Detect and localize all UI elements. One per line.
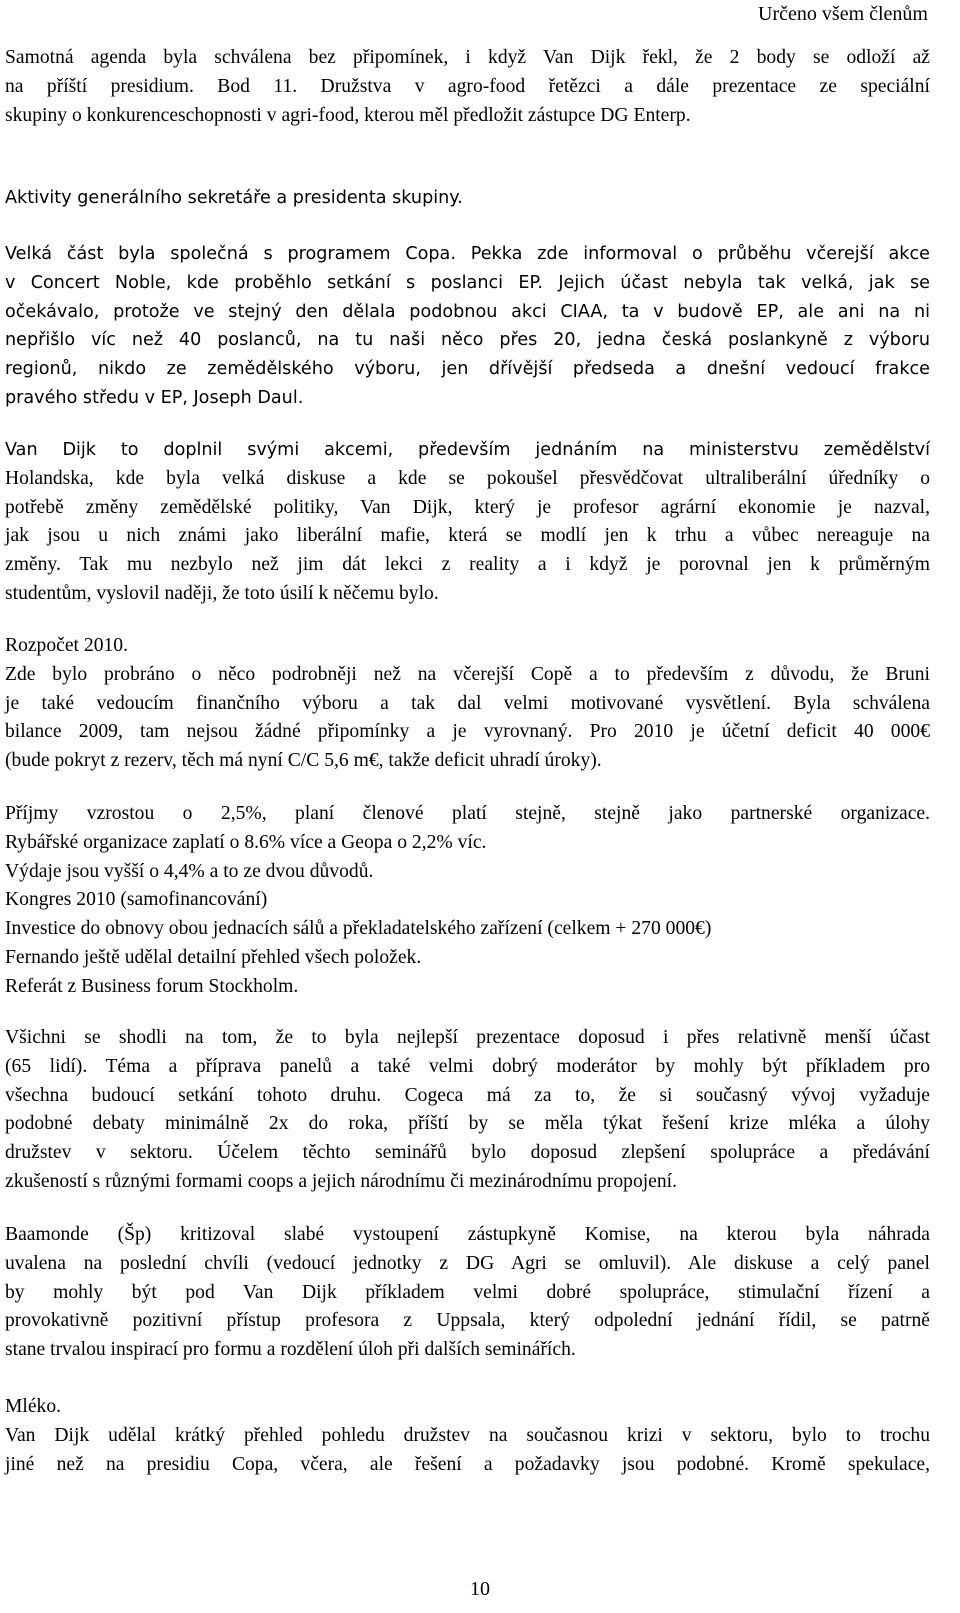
text-line: studentům, vyslovil naději, že toto úsilí k něčemu bylo. (5, 582, 439, 604)
text-line: (65 lidí). Téma a příprava panelů a také velmi dobrý moderátor by mohly být příkladem pro (5, 1055, 930, 1077)
text-line: jak jsou u nich známi jako liberální mafie, která se modlí jen k trhu a vůbec nereaguje na (5, 525, 930, 547)
text-line: očekávalo, protože ve stejný den dělala podobnou akci CIAA, ta v budově EP, ale ani na ni (5, 301, 930, 322)
paragraph-budget (5, 632, 930, 776)
text-line: Referát z Business forum Stockholm. (5, 975, 299, 997)
text-line: nepřišlo víc než 40 poslanců, na tu naši něco přes 20, jedna česká poslankyně z výboru (5, 330, 930, 351)
text-line (5, 240, 930, 269)
text-line: provokativně pozitivní přístup profesora z Uppsala, který odpolední jednání řídil, se patrně (5, 1310, 930, 1332)
text-line: Samotná agenda byla schválena bez připomínek, i když Van Dijk řekl, že 2 body se odloží až (5, 47, 930, 68)
paragraph-van-dijk (5, 436, 930, 609)
paragraph-copa (5, 240, 930, 413)
text-line: Příjmy vzrostou o 2,5%, planí členové platí stejně, stejně jako partnerské organizace. (5, 803, 930, 824)
text-segment: Pekka zde informoval o průběhu včerejší akce (455, 244, 930, 264)
text-line: družstev v sektoru. Účelem těchto seminářů bylo doposud zlepšení spolupráce a předávání (5, 1142, 930, 1164)
paragraph-presentation (5, 1024, 930, 1197)
paragraph-baamonde (5, 1221, 930, 1365)
text-line: Van Dijk udělal krátký přehled pohledu družstev na současnou krizi v sektoru, bylo to trochu (5, 1424, 930, 1446)
text-line: je také vedoucím finančního výboru a tak dal velmi motivované vysvětlení. Byla schválena (5, 692, 930, 714)
text-line: regionů, nikdo ze zemědělského výboru, jen dřívější předseda a dnešní vedoucí frakce (5, 359, 930, 380)
text-line: všechna budoucí setkání tohoto druhu. Cogeca má za to, že si současný vývoj vyžaduje (5, 1084, 930, 1106)
text-line: zkušeností s různými formami coops a jejich národnímu či mezinárodnímu propojení. (5, 1170, 678, 1192)
text-line: bilance 2009, tam nejsou žádné připomínky a je vyrovnaný. Pro 2010 je účetní deficit 40 000€ (5, 721, 930, 743)
paragraph-income (5, 800, 930, 1002)
text-line: stane trvalou inspirací pro formu a rozdělení úloh při dalších seminářích. (5, 1339, 576, 1361)
paragraph-agenda (5, 44, 930, 130)
text-line: jiné než na presidiu Copa, včera, ale řešení a požadavky jsou podobné. Kromě spekulace, (5, 1453, 930, 1475)
text-line: Aktivity generálního sekretáře a presidenta skupiny. (5, 188, 463, 208)
text-line: Všichni se shodli na tom, že to byla nejlepší prezentace doposud i přes relativně menší účast (5, 1027, 930, 1048)
text-line: Baamonde (Šp) kritizoval slabé vystoupení zástupkyně Komise, na kterou byla náhrada (5, 1224, 930, 1245)
paragraph-milk (5, 1393, 930, 1479)
text-line: změny. Tak mu nezbylo než jim dát lekci z reality a i když je porovnal jen k průměrným (5, 554, 930, 576)
text-line: by mohly být pod Van Dijk příkladem velmi dobré spolupráce, stimulační řízení a (5, 1281, 930, 1303)
text-line (5, 269, 930, 298)
text-line: podobné debaty minimálně 2x do roka, příští by se měla týkat řešení krize mléka a úlohy (5, 1113, 930, 1135)
text-line: Výdaje jsou vyšší o 4,4% a to ze dvou důvodů. (5, 860, 374, 882)
text-line: Rybářské organizace zaplatí o 8.6% více a Geopa o 2,2% víc. (5, 831, 487, 853)
text-line: uvalena na poslední chvíli (vedoucí jednotky z DG Agri se omluvil). Ale diskuse a celý panel (5, 1252, 930, 1274)
text-line: Holandska, kde byla velká diskuse a kde se pokoušel přesvědčovat ultraliberální úředníky o (5, 467, 930, 489)
text-line: Fernando ještě udělal detailní přehled všech položek. (5, 946, 422, 968)
section-title: Rozpočet 2010. (5, 635, 128, 656)
text-line: pravého středu v EP, Joseph Daul. (5, 387, 304, 408)
page-header: Určeno všem členům (758, 3, 928, 25)
text-line: potřebě změny zemědělské politiky, Van Dijk, který je profesor agrární ekonomie je nazval, (5, 496, 930, 518)
text-line: Investice do obnovy obou jednacích sálů a překladatelského zařízení (celkem + 270 000€) (5, 918, 712, 940)
page-number: 10 (470, 1578, 490, 1600)
text-segment: Jejich účast nebyla tak velká, jak se (542, 272, 931, 293)
text-segment: v Concert Noble, kde proběhlo setkání s poslanci EP. (5, 272, 543, 293)
text-line: Van Dijk to doplnil svými akcemi, především jednáním na ministerstvu zemědělství (5, 440, 930, 460)
paragraph-activities-heading (5, 184, 930, 213)
text-line: Kongres 2010 (samofinancování) (5, 889, 268, 911)
text-line: skupiny o konkurenceschopnosti v agri-food, kterou měl předložit zástupce DG Enterp. (5, 104, 691, 126)
text-line: na příští presidium. Bod 11. Družstva v agro-food řetězci a dále prezentace ze speciální (5, 75, 930, 97)
text-line: (bude pokryt z rezerv, těch má nyní C/C 5,6 m€, takže deficit uhradí úroky). (5, 750, 602, 772)
text-segment: Velká část byla společná s programem Copa. (5, 244, 456, 264)
section-title: Mléko. (5, 1396, 62, 1417)
text-line: Zde bylo probráno o něco podrobněji než na včerejší Copě a to především z důvodu, že Bruni (5, 663, 930, 685)
